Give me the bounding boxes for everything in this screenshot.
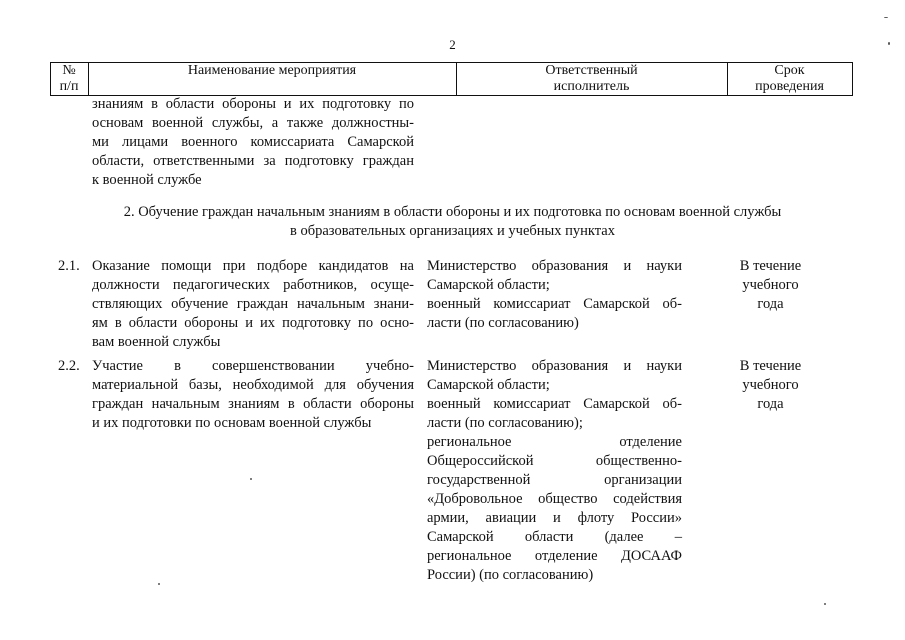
responsible-line: Самарской области; bbox=[427, 377, 550, 393]
scan-speck bbox=[888, 42, 890, 45]
row-2-1-name bbox=[92, 257, 414, 352]
section-title bbox=[0, 203, 905, 241]
responsible-line: Министерство образования и науки bbox=[427, 258, 682, 274]
responsible-line: ласти (по согласованию) bbox=[427, 315, 579, 331]
section-title-line-1: 2. Обучение граждан начальным знаниям в области обороны и их подготовка по основам военной службы bbox=[123, 204, 782, 220]
name-line: должности педагогических работников, осуще- bbox=[92, 277, 414, 293]
responsible-line: Самарской области (далее – bbox=[427, 529, 682, 545]
row-2-2-term bbox=[708, 357, 833, 414]
page-number: 2 bbox=[449, 37, 456, 52]
responsible-line: государственной организации bbox=[427, 472, 682, 488]
responsible-line: Министерство образования и науки bbox=[427, 358, 682, 374]
header-responsible-line-2: исполнитель bbox=[553, 79, 630, 94]
responsible-line: военный комиссариат Самарской об- bbox=[427, 396, 682, 412]
row-2-2-responsible bbox=[427, 357, 682, 585]
responsible-line: армии, авиации и флоту России» bbox=[427, 510, 682, 526]
scan-speck bbox=[250, 478, 252, 480]
header-num-line-1: № bbox=[62, 63, 76, 78]
name-line: ям в области обороны и их подготовку по осно- bbox=[92, 315, 414, 331]
name-line: Оказание помощи при подборе кандидатов на bbox=[92, 258, 414, 274]
header-name-cell bbox=[89, 63, 455, 95]
header-num-line-2: п/п bbox=[59, 79, 79, 94]
scan-speck bbox=[824, 603, 826, 605]
row-2-1-responsible bbox=[427, 257, 682, 333]
term-line: учебного bbox=[742, 277, 799, 293]
name-line: вам военной службы bbox=[92, 334, 221, 350]
name-line: и их подготовки по основам военной службы bbox=[92, 415, 372, 431]
continuation-line: знаниям в области обороны и их подготовку по bbox=[92, 96, 414, 112]
term-line: учебного bbox=[742, 377, 799, 393]
header-responsible-cell bbox=[457, 63, 726, 95]
responsible-line: военный комиссариат Самарской об- bbox=[427, 296, 682, 312]
term-line: В течение bbox=[739, 358, 802, 374]
continuation-line: основам военной службы, а также должностны- bbox=[92, 115, 414, 131]
continuation-line: ми лицами военного комиссариата Самарской bbox=[92, 134, 414, 150]
table-header bbox=[50, 62, 853, 96]
responsible-line: Общероссийской общественно- bbox=[427, 453, 682, 469]
name-line: ствляющих обучение граждан начальным знани- bbox=[92, 296, 414, 312]
header-term-line-1: Срок bbox=[774, 63, 805, 78]
header-term-line-2: проведения bbox=[755, 79, 824, 94]
header-num-cell bbox=[51, 63, 87, 95]
section-title-line-2: в образовательных организациях и учебных пунктах bbox=[290, 223, 615, 239]
header-term-cell bbox=[728, 63, 851, 95]
row-2-2-name bbox=[92, 357, 414, 433]
row-2-1-term bbox=[708, 257, 833, 314]
header-name-label: Наименование мероприятия bbox=[187, 63, 357, 78]
responsible-line: ласти (по согласованию); bbox=[427, 415, 583, 431]
scan-speck bbox=[158, 583, 160, 585]
name-line: граждан начальным знаниям в области обороны bbox=[92, 396, 414, 412]
header-responsible-line-1: Ответственный bbox=[545, 63, 638, 78]
term-line: года bbox=[757, 396, 784, 412]
row-number: 2.2. bbox=[58, 358, 80, 374]
responsible-line: региональное отделение ДОСААФ bbox=[427, 548, 682, 564]
responsible-line: России) (по согласованию) bbox=[427, 567, 594, 583]
continuation-text bbox=[92, 95, 414, 190]
name-line: Участие в совершенствовании учебно- bbox=[92, 358, 414, 374]
term-line: года bbox=[757, 296, 784, 312]
responsible-line: «Добровольное общество содействия bbox=[427, 491, 682, 507]
responsible-line: региональное отделение bbox=[427, 434, 682, 450]
responsible-line: Самарской области; bbox=[427, 277, 550, 293]
name-line: материальной базы, необходимой для обучения bbox=[92, 377, 414, 393]
term-line: В течение bbox=[739, 258, 802, 274]
scan-speck bbox=[884, 17, 888, 18]
row-number: 2.1. bbox=[58, 258, 80, 274]
continuation-line: области, ответственными за подготовку граждан bbox=[92, 153, 414, 169]
continuation-line: к военной службе bbox=[92, 172, 202, 188]
